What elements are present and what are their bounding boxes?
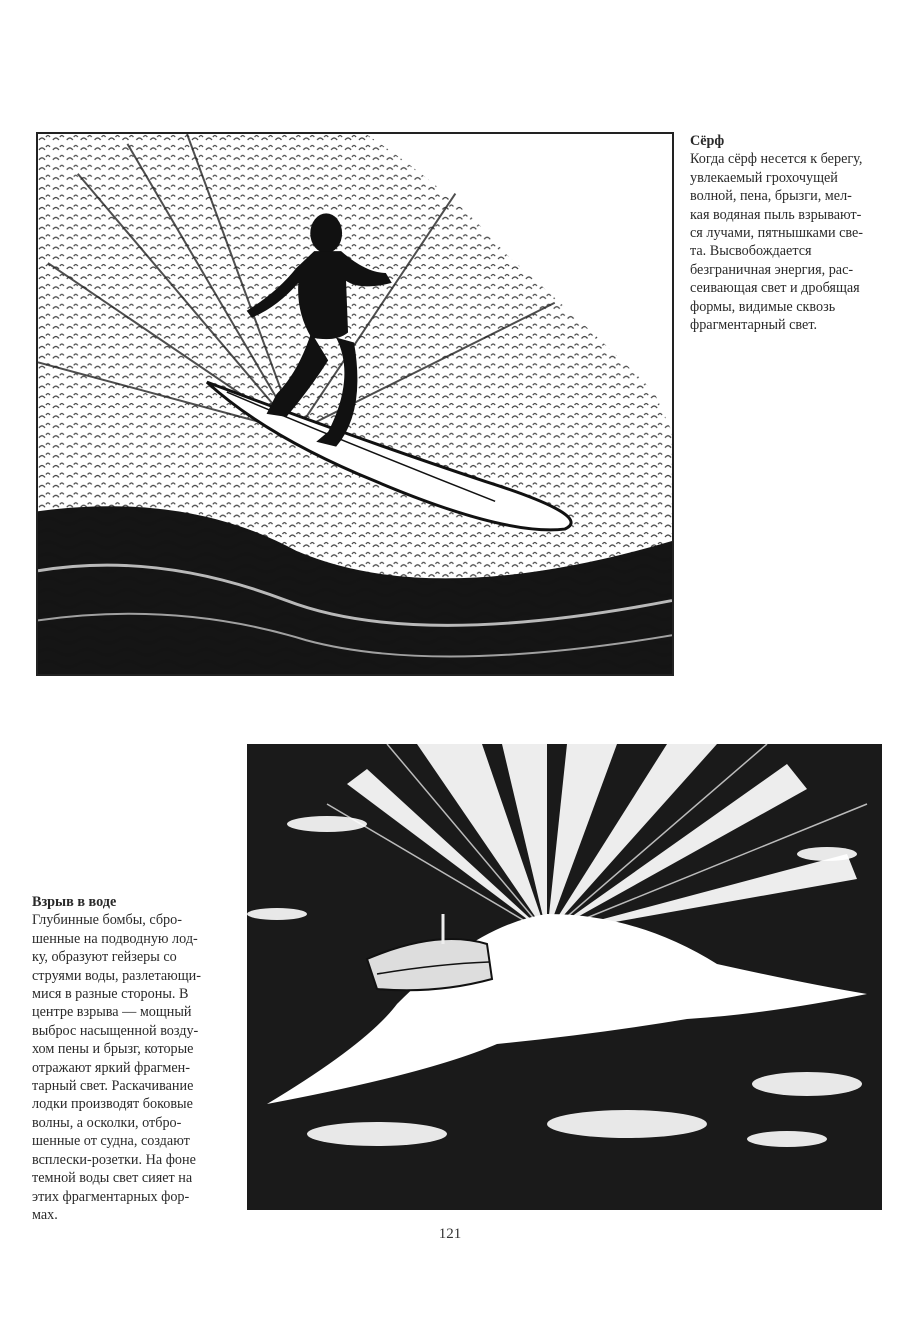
blast-line: темной воды свет сияет на xyxy=(32,1170,193,1187)
blast-line: ку, образуют гейзеры со xyxy=(32,949,177,966)
surf-drawing xyxy=(38,134,672,674)
surf-line: волной, пена, брызги, мел- xyxy=(690,188,852,205)
blast-line: шенные от судна, создают xyxy=(32,1133,190,1150)
blast-line: хом пены и брызг, которые xyxy=(32,1041,194,1058)
surf-illustration xyxy=(36,132,674,676)
surf-line: кая водяная пыль взрывают- xyxy=(690,206,862,223)
surf-caption xyxy=(690,132,890,334)
blast-illustration xyxy=(247,744,882,1210)
blast-line: тарный свет. Раскачивание xyxy=(32,1078,194,1095)
page-number: 121 xyxy=(438,1226,462,1242)
blast-caption xyxy=(32,893,237,1224)
surf-line: ся лучами, пятнышками све- xyxy=(690,225,864,242)
blast-line: центре взрыва — мощный xyxy=(32,1004,192,1021)
blast-title: Взрыв в воде xyxy=(32,894,117,910)
blast-line: волны, а осколки, отбро- xyxy=(32,1114,182,1131)
blast-line: мися в разные стороны. В xyxy=(32,986,189,1003)
blast-line: струями воды, разлетающи- xyxy=(32,967,201,984)
surf-line: сеивающая свет и дробящая xyxy=(690,280,860,297)
surf-line: формы, видимые сквозь xyxy=(690,298,836,315)
surf-line: фрагментарный свет. xyxy=(690,317,818,334)
blast-line: Глубинные бомбы, сбро- xyxy=(32,912,182,929)
surf-line: увлекаемый грохочущей xyxy=(690,169,838,186)
surf-line: та. Высвобождается xyxy=(690,243,812,260)
blast-drawing xyxy=(247,744,882,1210)
surf-line: Когда сёрф несется к берегу, xyxy=(690,151,863,168)
surf-title: Сёрф xyxy=(690,133,725,149)
blast-line: лодки производят боковые xyxy=(32,1096,193,1113)
surf-line: безграничная энергия, рас- xyxy=(690,261,854,278)
blast-line: всплески-розетки. На фоне xyxy=(32,1151,196,1168)
blast-line: выброс насыщенной возду- xyxy=(32,1022,199,1039)
blast-line: шенные на подводную лод- xyxy=(32,930,198,947)
blast-line: мах. xyxy=(32,1206,58,1223)
blast-line: отражают яркий фрагмен- xyxy=(32,1059,190,1076)
blast-line: этих фрагментарных фор- xyxy=(32,1188,190,1205)
